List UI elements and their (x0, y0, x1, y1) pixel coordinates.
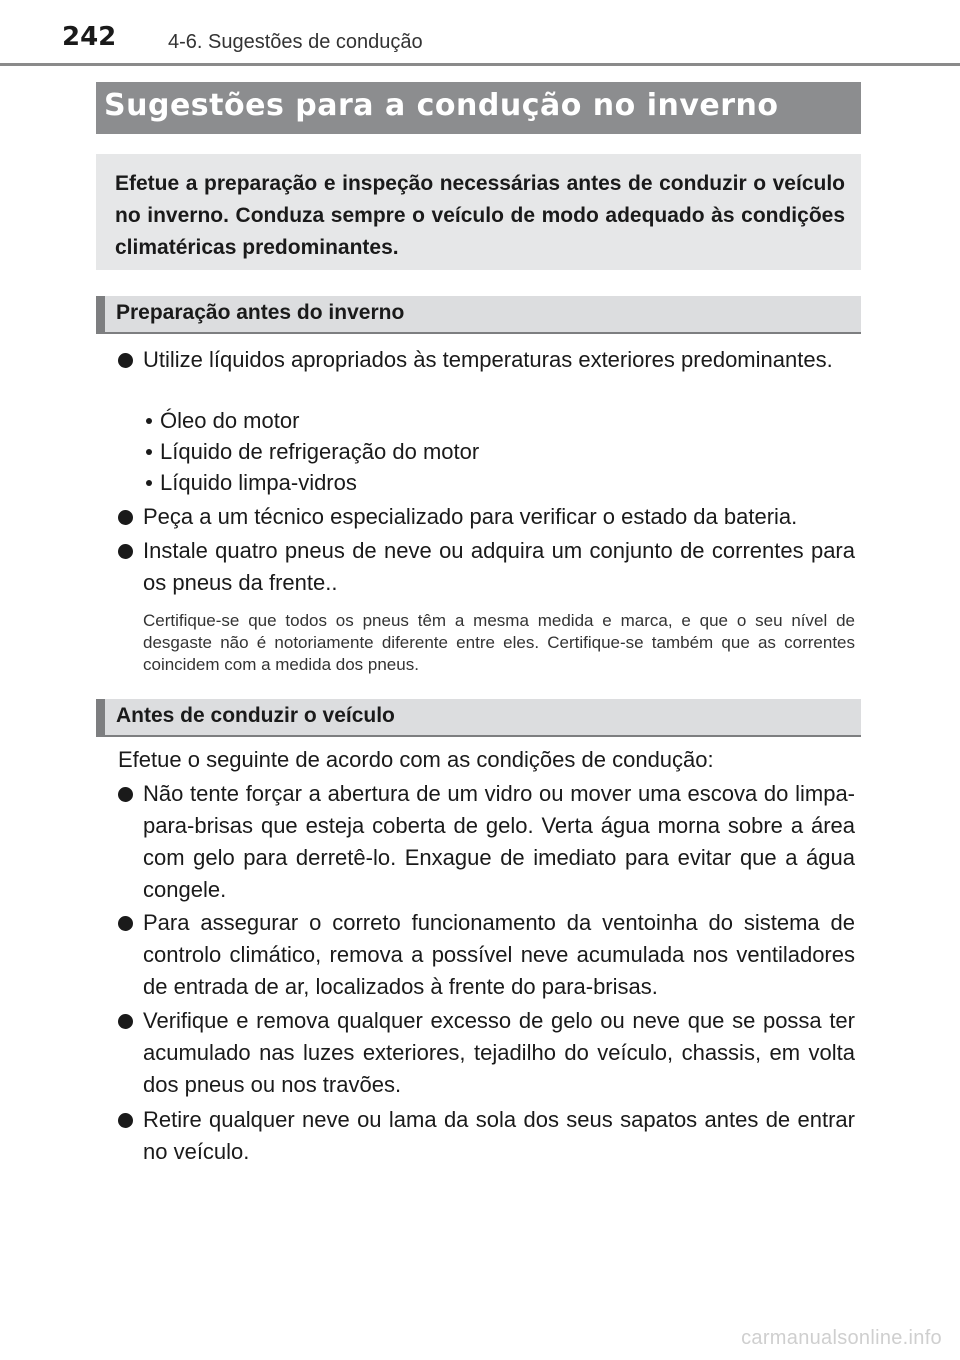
section-label: 4-6. Sugestões de condução (168, 31, 423, 53)
bullet-dot-icon (118, 787, 133, 802)
page-header (0, 0, 960, 66)
title-bar (96, 82, 861, 134)
bullet-item (118, 501, 855, 533)
sub-item-text: Líquido de refrigeração do motor (160, 439, 480, 464)
subheading-text: Preparação antes do inverno (116, 301, 405, 324)
sub-list-item (143, 405, 299, 437)
bullet-dot-icon (118, 1014, 133, 1029)
bullet-item (118, 907, 855, 1003)
sub-item-text: Líquido limpa-vidros (160, 470, 357, 495)
intro-box (96, 154, 861, 270)
subheading-before-driving (96, 699, 861, 737)
bullet-item (118, 778, 855, 906)
bullet-item (118, 1104, 855, 1168)
subheading-preparation (96, 296, 861, 334)
page-title: Sugestões para a condução no inverno (104, 88, 779, 123)
subheading-text: Antes de conduzir o veículo (116, 704, 395, 727)
bullet-dot-icon (118, 544, 133, 559)
bullet-text: Utilize líquidos apropriados às temperaturas exteriores predominantes. (143, 347, 833, 372)
sub-item-text: Óleo do motor (160, 408, 300, 433)
page-number: 242 (62, 22, 117, 52)
sub-bullet-icon (146, 418, 152, 424)
sub-bullet-icon (146, 449, 152, 455)
sub-bullet-icon (146, 480, 152, 486)
bullet-text: Instale quatro pneus de neve ou adquira um conjunto de correntes para os pneus da frente.. (143, 538, 855, 595)
intro-text: Efetue a preparação e inspeção necessárias antes de conduzir o veículo no inverno. Conduza sempre o veículo de modo adequado às condições climatéricas predominantes. (115, 172, 845, 259)
bullet-dot-icon (118, 916, 133, 931)
watermark: carmanualsonline.info (741, 1327, 942, 1349)
bullet-text: Para assegurar o correto funcionamento da ventoinha do sistema de controlo climático, remova a possível neve acumulada nos ventiladores de entrada de ar, localizados à frente do para-brisas. (143, 910, 855, 999)
bullet-text: Verifique e remova qualquer excesso de gelo ou neve que se possa ter acumulado nas luzes exteriores, tejadilho do veículo, chassis, em volta dos pneus ou nos travões. (143, 1008, 855, 1097)
header-divider (0, 63, 960, 66)
bullet-text: Não tente forçar a abertura de um vidro ou mover uma escova do limpa-para-brisas que esteja coberta de gelo. Verta água morna sobre a área com gelo para derretê-lo. Enxague de imediato para evitar que a água congele. (143, 781, 855, 902)
note-text: Certifique-se que todos os pneus têm a mesma medida e marca, e que o seu nível de desgaste não é notoriamente diferente entre eles. Certifique-se também que as correntes coincidem com a medida dos pneus. (143, 611, 855, 674)
sub-list-item (143, 436, 479, 468)
bullet-item (118, 344, 855, 376)
bullet-dot-icon (118, 353, 133, 368)
sub-list-item (143, 467, 357, 499)
bullet-dot-icon (118, 510, 133, 525)
lead-text: Efetue o seguinte de acordo com as condições de condução: (118, 747, 714, 772)
bullet-item (118, 535, 855, 599)
bullet-text: Peça a um técnico especializado para verificar o estado da bateria. (143, 504, 798, 529)
bullet-dot-icon (118, 1113, 133, 1128)
bullet-item (118, 1005, 855, 1101)
bullet-text: Retire qualquer neve ou lama da sola dos seus sapatos antes de entrar no veículo. (143, 1107, 855, 1164)
